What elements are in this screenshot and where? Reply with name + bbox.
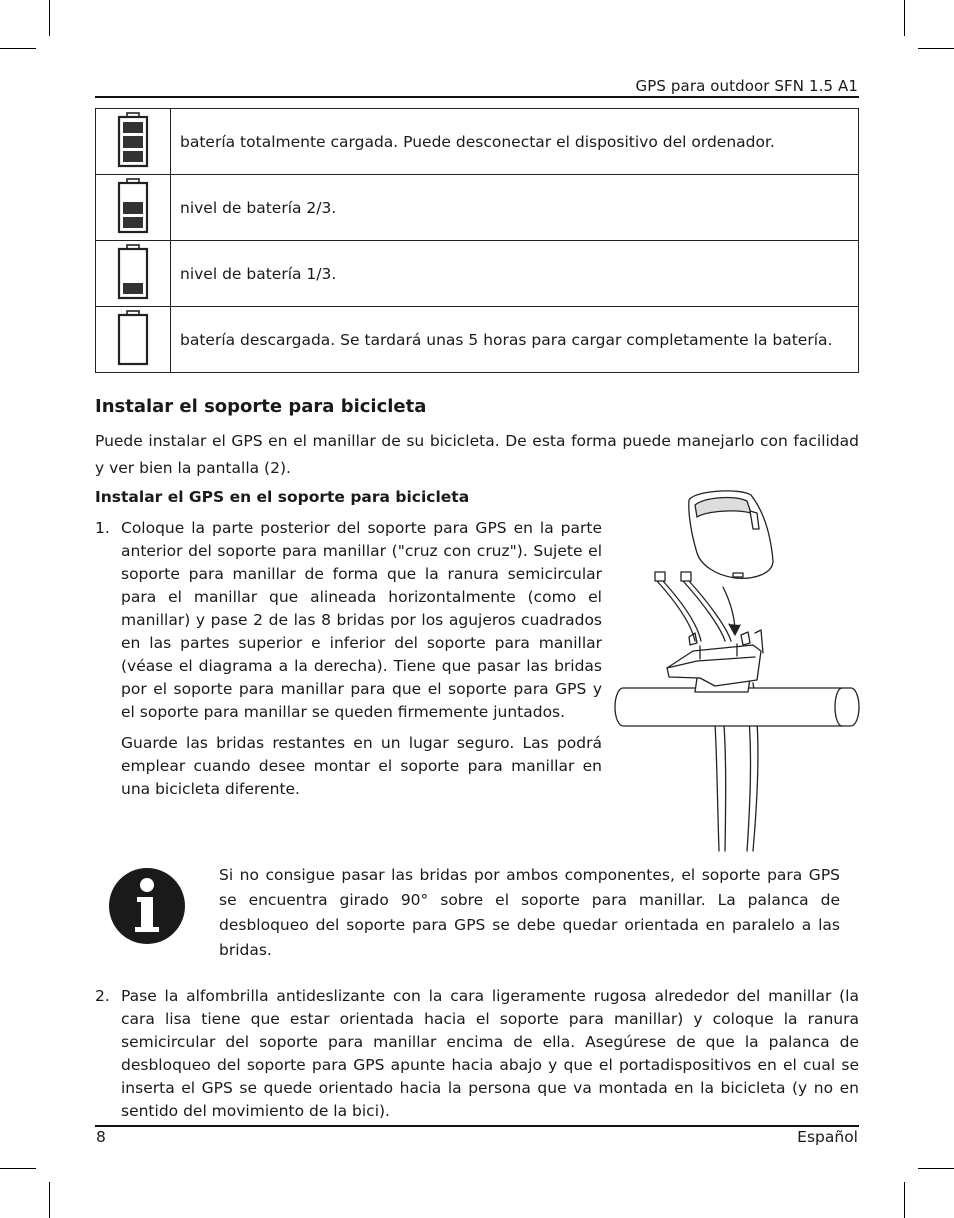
crop-mark xyxy=(49,0,50,36)
step-number: 1. xyxy=(95,519,110,537)
battery-description: nivel de batería 2/3. xyxy=(171,175,859,241)
battery-empty-icon xyxy=(117,310,149,366)
step-paragraph: Guarde las bridas restantes en un lugar seguro. Las podrá emplear cuando desee montar el soporte para manillar en una bicicleta diferente. xyxy=(121,734,602,798)
list-item xyxy=(95,517,602,801)
info-note: Si no consigue pasar las bridas por ambos componentes, el soporte para GPS se encuentra girado 90° sobre el soporte para manillar. La palanca de desbloqueo del soporte para GPS se debe quedar orientada en paralelo a las bridas. xyxy=(219,866,840,959)
subsection-title: Instalar el GPS en el soporte para bicicleta xyxy=(95,488,470,506)
intro-paragraph: Puede instalar el GPS en el manillar de su bicicleta. De esta forma puede manejarlo con facilidad y ver bien la pantalla (2). xyxy=(95,432,859,477)
table-row xyxy=(96,109,859,175)
language-label: Español xyxy=(797,1128,858,1146)
icon-cell xyxy=(96,241,171,307)
step-paragraph: Pase la alfombrilla antideslizante con la cara ligeramente rugosa alrededor del manillar (la cara lisa tiene que estar orientada hacia el soporte para manillar) y coloque la ranura semicircular del soporte para manillar encima de ella. Asegúrese de que la palanca de desbloqueo del soporte para GPS apunte hacia abajo y que el portadispositivos en el cual se inserta el GPS se quede orientado hacia la persona que va montada en la bicicleta (y no en sentido del movimiento de la bici). xyxy=(121,987,859,1120)
battery-one-third-icon xyxy=(117,244,149,300)
table-row xyxy=(96,241,859,307)
crop-mark xyxy=(904,1182,905,1218)
page-number: 8 xyxy=(96,1128,106,1146)
running-header: GPS para outdoor SFN 1.5 A1 xyxy=(635,77,858,95)
battery-status-table xyxy=(95,108,859,373)
crop-mark xyxy=(918,48,954,49)
crop-mark xyxy=(918,1168,954,1169)
section-title: Instalar el soporte para bicicleta xyxy=(95,396,427,417)
crop-mark xyxy=(904,0,905,36)
list-item xyxy=(95,985,859,1123)
battery-description: nivel de batería 1/3. xyxy=(171,241,859,307)
step-paragraph: Coloque la parte posterior del soporte para GPS en la parte anterior del soporte para manillar ("cruz con cruz"). Sujete el soporte para manillar de forma que la ranura semicircular para el manillar que alineada horizontalmente (como el manillar) y pase 2 de las 8 bridas por los agujeros cuadrados en las partes superior e inferior del soporte para manillar (véase el diagrama a la derecha). Tiene que pasar las bridas por el soporte para manillar para que el soporte para GPS y el soporte para manillar se queden firmemente juntados. xyxy=(121,519,602,721)
icon-cell xyxy=(96,307,171,373)
icon-cell xyxy=(96,109,171,175)
table-row xyxy=(96,175,859,241)
step-number: 2. xyxy=(95,987,110,1005)
bike-mount-diagram xyxy=(605,483,863,853)
battery-full-icon xyxy=(117,112,149,168)
battery-two-thirds-icon xyxy=(117,178,149,234)
battery-description: batería descargada. Se tardará unas 5 horas para cargar completamente la batería. xyxy=(171,307,859,373)
footer-rule xyxy=(95,1125,859,1127)
battery-description: batería totalmente cargada. Puede desconectar el dispositivo del ordenador. xyxy=(171,109,859,175)
crop-mark xyxy=(0,48,36,49)
crop-mark xyxy=(49,1182,50,1218)
table-row xyxy=(96,307,859,373)
info-icon xyxy=(108,867,186,945)
crop-mark xyxy=(0,1168,36,1169)
icon-cell xyxy=(96,175,171,241)
header-rule xyxy=(95,96,859,98)
